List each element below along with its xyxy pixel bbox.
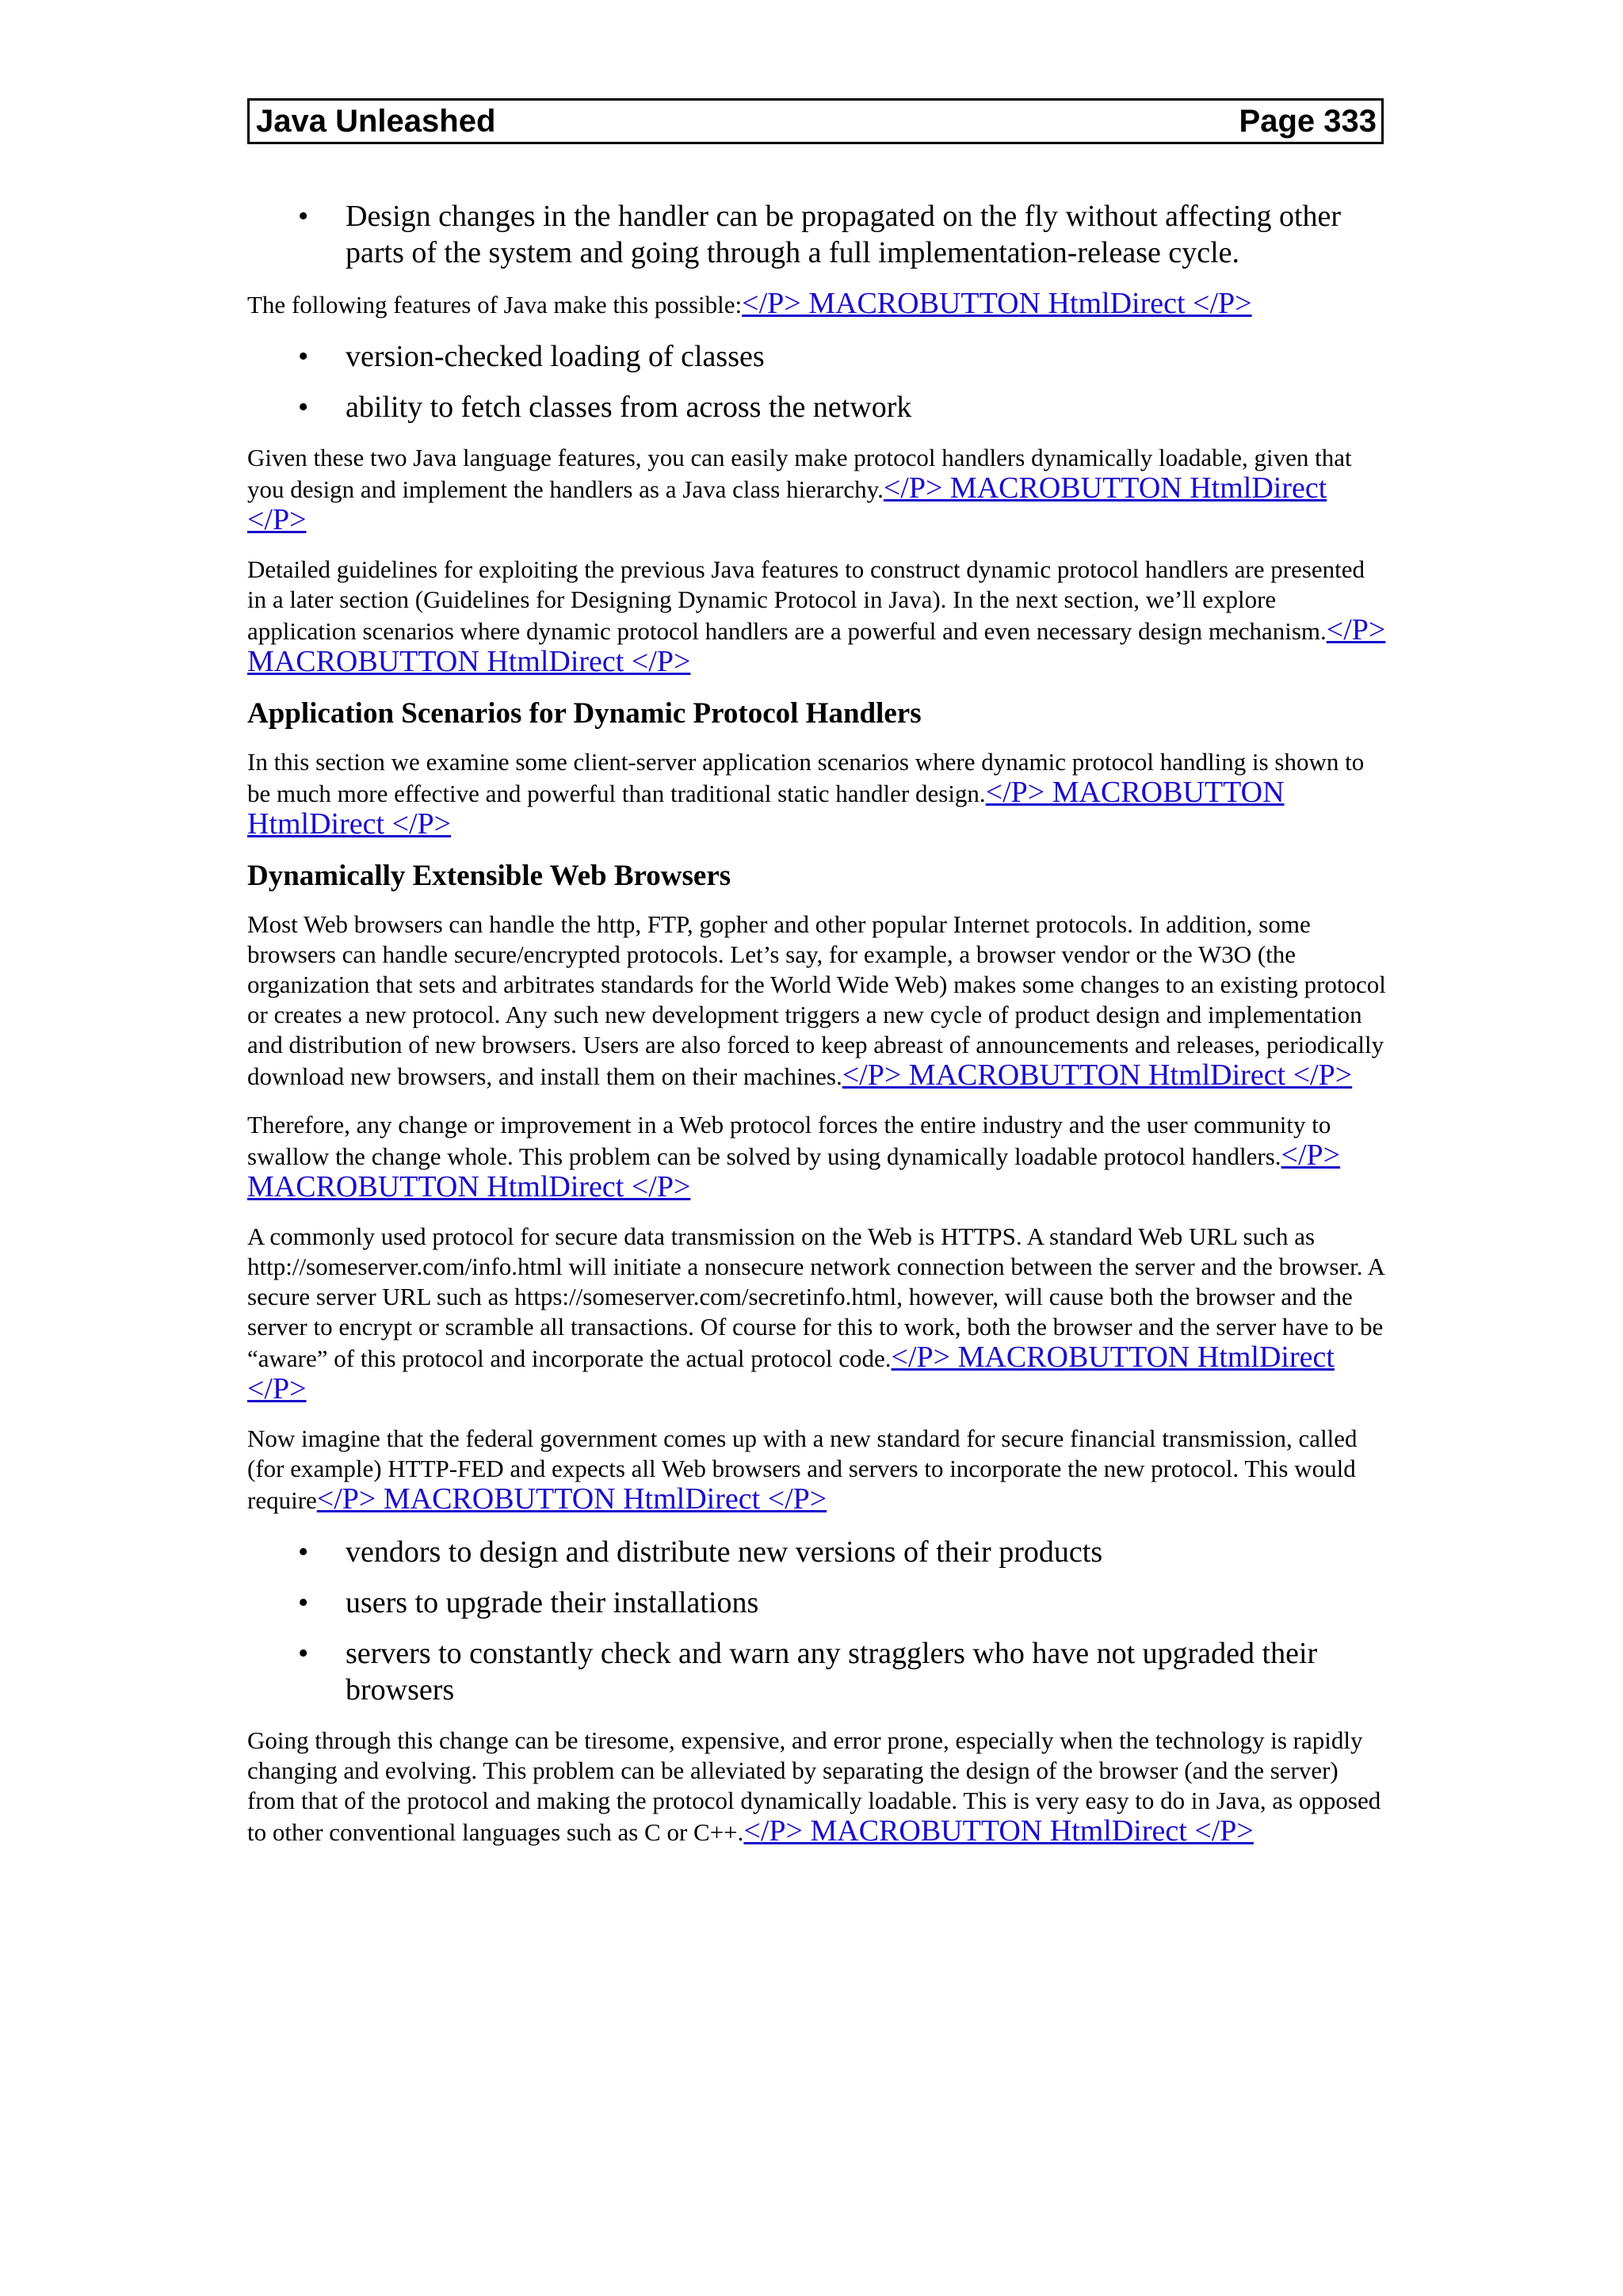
paragraph: The following features of Java make this possible:</P> MACROBUTTON HtmlDirect </P> [247,287,1252,320]
list-item: • ability to fetch classes from across the network [298,391,912,424]
macrobutton-link[interactable]: </P> MACROBUTTON HtmlDirect </P> [247,1341,1335,1405]
bullet-icon: • [298,1535,309,1569]
bullet-icon: • [298,340,309,373]
list-item: • servers to constantly check and warn any stragglers who have not upgraded their browsers [298,1637,1318,1707]
list-item: • vendors to design and distribute new versions of their products [298,1535,1103,1569]
macrobutton-link[interactable]: </P> MACROBUTTON HtmlDirect </P> [247,613,1386,678]
list-item: • Design changes in the handler can be propagated on the fly without affecting other parts of the system and going through a full implementation-release cycle. [298,200,1342,269]
page-header [247,98,1384,144]
paragraph: Now imagine that the federal government comes up with a new standard for secure financial transmission, called (for example) HTTP-FED and expects all Web browsers and servers to incorporate the new protocol. This would require</P> MACROBUTTON HtmlDirect </P> [247,1425,1358,1516]
bullet-list-requirements [247,1534,1388,1708]
page-number: Page 333 [1239,104,1377,139]
list-item: • version-checked loading of classes [298,340,765,373]
macrobutton-link[interactable]: </P> MACROBUTTON HtmlDirect </P> [316,1482,827,1516]
paragraph: A commonly used protocol for secure data transmission on the Web is HTTPS. A standard Web URL such as http://someserver.com/info.html will initiate a nonsecure network connection between the server and the browser. A secure server URL such as https://someserver.com/secretinfo.html, however, will cause both the browser and the server to encrypt or scramble all transactions. Of course for this to work, both the browser and the server have to be “aware” of this protocol and incorporate the actual protocol code.</P> MACROBUTTON HtmlDirect </P> [247,1222,1384,1405]
macrobutton-link[interactable]: </P> MACROBUTTON HtmlDirect </P> [247,471,1327,536]
section-heading: Dynamically Extensible Web Browsers [247,860,731,892]
paragraph: Therefore, any change or improvement in a Web protocol forces the entire industry and the user community to swallow the change whole. This problem can be solved by using dynamically loadable protocol handlers.</P> MACROBUTTON HtmlDirect </P> [247,1111,1341,1203]
page-content [247,198,1388,1866]
bullet-icon: • [298,391,309,424]
paragraph: In this section we examine some client-server application scenarios where dynamic protocol handling is shown to be much more effective and powerful than traditional static handler design.</P> MACROBUTTON HtmlDirect </P> [247,748,1365,841]
macrobutton-link[interactable]: </P> MACROBUTTON HtmlDirect </P> [247,776,1285,841]
bullet-list-java-features [247,338,1388,425]
macrobutton-link[interactable]: </P> MACROBUTTON HtmlDirect </P> [743,1814,1254,1848]
paragraph: Given these two Java language features, you can easily make protocol handlers dynamically loadable, given that you design and implement the handlers as a Java class hierarchy.</P> MACROBUTTON HtmlDirect </P> [247,444,1352,536]
macrobutton-link[interactable]: </P> MACROBUTTON HtmlDirect </P> [247,1138,1341,1203]
book-title: Java Unleashed [256,104,496,139]
bullet-icon: • [298,1586,309,1619]
macrobutton-link[interactable]: </P> MACROBUTTON HtmlDirect </P> [742,287,1252,320]
section-heading: Application Scenarios for Dynamic Protocol Handlers [247,697,922,730]
paragraph: Most Web browsers can handle the http, FTP, gopher and other popular Internet protocols. In addition, some browsers can handle secure/encrypted protocols. Let’s say, for example, a browser vendor or the W3O (the organization that sets and arbitrates standards for the World Wide Web) makes some changes to an existing protocol or creates a new protocol. Any such new development triggers a new cycle of product design and implementation and distribution of new browsers. Users are also forced to keep abreast of announcements and releases, periodically download new browsers, and install them on their machines.</P> MACROBUTTON HtmlDirect </P> [247,910,1386,1092]
bullet-icon: • [298,1637,309,1670]
list-item: • users to upgrade their installations [298,1586,759,1619]
bullet-list-design-changes [247,198,1388,271]
macrobutton-link[interactable]: </P> MACROBUTTON HtmlDirect </P> [842,1058,1353,1092]
paragraph: Going through this change can be tiresome, expensive, and error prone, especially when the technology is rapidly changing and evolving. This problem can be alleviated by separating the design of the browser (and the server) from that of the protocol and making the protocol dynamically loadable. This is very easy to do in Java, as opposed to other conventional languages such as C or C++.</P> MACROBUTTON HtmlDirect </P> [247,1726,1381,1848]
paragraph: Detailed guidelines for exploiting the previous Java features to construct dynamic protocol handlers are presented in a later section (Guidelines for Designing Dynamic Protocol in Java). In the next section, we’ll explore application scenarios where dynamic protocol handlers are a powerful and even necessary design mechanism.</P> MACROBUTTON HtmlDirect </P> [247,555,1386,678]
bullet-icon: • [298,200,309,233]
